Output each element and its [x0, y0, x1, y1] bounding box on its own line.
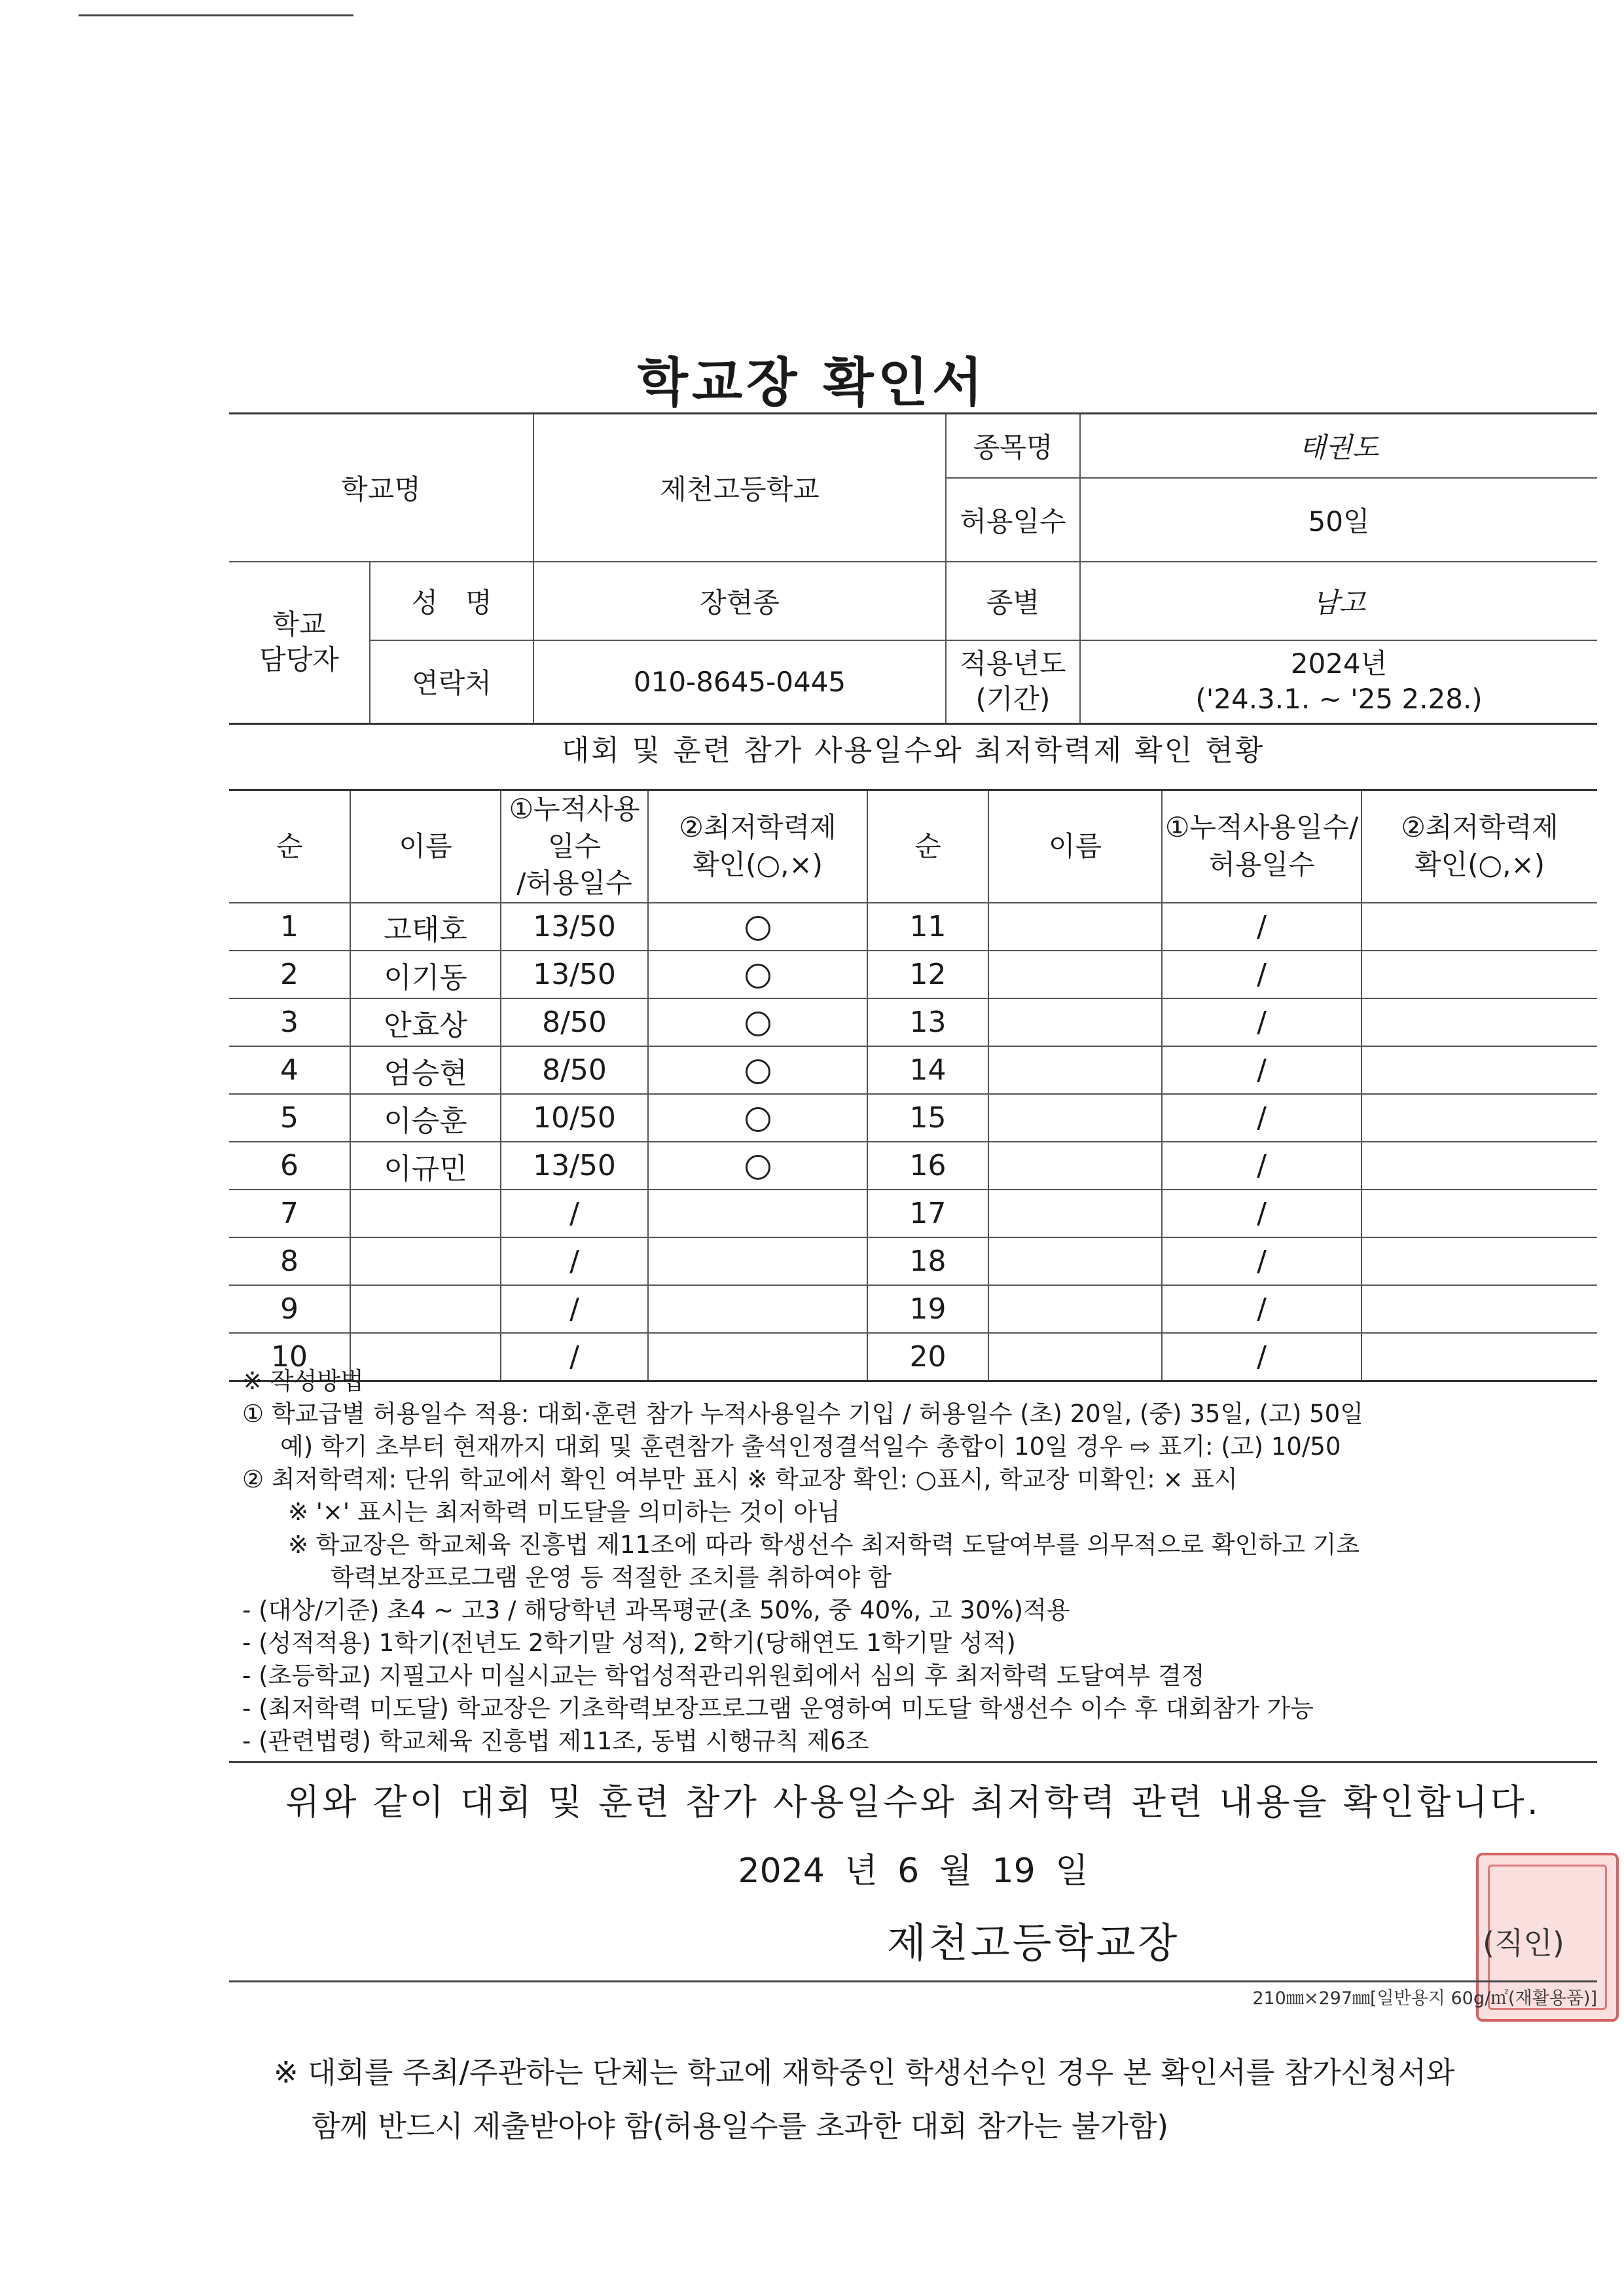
- cumulative-days: /: [1162, 1285, 1362, 1333]
- grade-confirm: [1362, 951, 1597, 998]
- confirmed-circle-icon: [746, 916, 770, 941]
- year-value: 2024년: [1290, 647, 1388, 680]
- table-row: [229, 1094, 1597, 1142]
- student-name: [350, 1237, 501, 1285]
- table-row: [229, 1142, 1597, 1190]
- student-name: [350, 1285, 501, 1333]
- header-days-right-line2: 허용일수: [1208, 848, 1315, 881]
- grade-confirm: [1362, 1094, 1597, 1142]
- student-name: [350, 1190, 501, 1237]
- row-no: 15: [867, 1094, 988, 1142]
- row-no: 20: [867, 1333, 988, 1381]
- student-name: [988, 998, 1162, 1046]
- row-no: 19: [867, 1285, 988, 1333]
- staff-label: [229, 562, 370, 724]
- contact-value: 010-8645-0445: [533, 640, 946, 724]
- divider-bottom: [229, 1980, 1597, 1982]
- student-name: 이규민: [350, 1142, 501, 1190]
- row-no: 1: [229, 903, 350, 951]
- confirmation-statement: 위와 같이 대회 및 훈련 참가 사용일수와 최저학력 관련 내용을 확인합니다.: [285, 1781, 1541, 1823]
- grade-confirm: [648, 1142, 867, 1190]
- student-name: [988, 1237, 1162, 1285]
- cumulative-days: /: [1162, 1094, 1362, 1142]
- header-grade-right: [1362, 790, 1597, 903]
- note-2: ② 최저학력제: 단위 학교에서 확인 여부만 표시 ※ 학교장 확인: ○표시, 학교장 미확인: × 표시: [242, 1465, 1238, 1493]
- grade-confirm: [1362, 1142, 1597, 1190]
- row-no: 11: [867, 903, 988, 951]
- table-row: [229, 1237, 1597, 1285]
- header-days-right-line1: ①누적사용일수/: [1164, 811, 1359, 844]
- sport-label: 종목명: [946, 414, 1080, 478]
- cumulative-days: /: [1162, 1333, 1362, 1381]
- row-no: 16: [867, 1142, 988, 1190]
- cumulative-days: /: [1162, 1046, 1362, 1094]
- student-name: [988, 951, 1162, 998]
- principal-name: 제천고등학교장: [887, 1919, 1180, 1967]
- staff-label-line1: 학교: [272, 608, 326, 640]
- school-label: 학교명: [229, 414, 533, 562]
- student-name: [988, 903, 1162, 951]
- footnote-line-1: ※ 대회를 주최/주관하는 단체는 학교에 재학중인 학생선수인 경우 본 확인서를 참가신청서와: [274, 2055, 1455, 2090]
- note-detail-1: - (대상/기준) 초4 ~ 고3 / 해당학년 과목평균(초 50%, 중 40%, 고 30%)적용: [242, 1596, 1070, 1624]
- row-no: 6: [229, 1142, 350, 1190]
- row-no: 14: [867, 1046, 988, 1094]
- document-title: 학교장 확인서: [637, 352, 987, 413]
- cumulative-days: /: [1162, 998, 1362, 1046]
- roster-header-row: [229, 790, 1597, 903]
- grade-confirm: [1362, 1237, 1597, 1285]
- row-no: 5: [229, 1094, 350, 1142]
- header-grade: [648, 790, 867, 903]
- notes-heading: ※ 작성방법: [242, 1367, 364, 1395]
- allowed-days-value: 50일: [1080, 478, 1597, 562]
- issue-date: 2024 년 6 월 19 일: [738, 1851, 1089, 1891]
- grade-confirm: [648, 1285, 867, 1333]
- student-name: 이기동: [350, 951, 501, 998]
- cumulative-days: /: [1162, 903, 1362, 951]
- table-row: [229, 1046, 1597, 1094]
- cumulative-days: 13/50: [501, 951, 648, 998]
- table-row: [229, 1190, 1597, 1237]
- row-no: 3: [229, 998, 350, 1046]
- grade-confirm: [648, 1190, 867, 1237]
- row-no: 17: [867, 1190, 988, 1237]
- divider: [229, 1761, 1597, 1763]
- grade-confirm: [648, 1046, 867, 1094]
- student-name: [988, 1285, 1162, 1333]
- grade-confirm: [648, 951, 867, 998]
- header-grade-line1: ②최저학력제: [679, 811, 837, 844]
- cumulative-days: /: [1162, 1142, 1362, 1190]
- roster-table: [229, 789, 1597, 1382]
- info-table: [229, 412, 1597, 725]
- school-value: 제천고등학교: [533, 414, 946, 562]
- row-no: 13: [867, 998, 988, 1046]
- confirmed-circle-icon: [746, 1155, 770, 1180]
- student-name: [988, 1142, 1162, 1190]
- grade-confirm: [1362, 1190, 1597, 1237]
- row-no: 7: [229, 1190, 350, 1237]
- note-detail-4: - (최저학력 미도달) 학교장은 기초학력보장프로그램 운영하여 미도달 학생선수 이수 후 대회참가 가능: [242, 1694, 1314, 1722]
- cumulative-days: 13/50: [501, 1142, 648, 1190]
- row-no: 12: [867, 951, 988, 998]
- row-no: 10: [229, 1333, 350, 1381]
- grade-confirm: [648, 903, 867, 951]
- cumulative-days: /: [501, 1333, 648, 1381]
- name-label: 성 명: [370, 562, 533, 640]
- row-no: 2: [229, 951, 350, 998]
- grade-confirm: [648, 1094, 867, 1142]
- staff-label-line2: 담당자: [259, 644, 339, 676]
- header-grade-right-line2: 확인(○,×): [1414, 848, 1545, 881]
- grade-confirm: [648, 998, 867, 1046]
- year-value-cell: [1080, 640, 1597, 724]
- name-value: 장현종: [533, 562, 946, 640]
- year-label-line2: (기간): [975, 683, 1051, 716]
- cumulative-days: 10/50: [501, 1094, 648, 1142]
- cumulative-days: /: [1162, 951, 1362, 998]
- grade-confirm: [1362, 1285, 1597, 1333]
- header-days-line2: /허용일수: [516, 867, 632, 900]
- period-value: ('24.3.1. ~ '25 2.28.): [1195, 683, 1483, 716]
- student-name: [988, 1094, 1162, 1142]
- sport-value: 태권도: [1080, 414, 1597, 478]
- grade-confirm: [648, 1237, 867, 1285]
- table-row: [229, 903, 1597, 951]
- note-3: ※ '×' 표시는 최저학력 미도달을 의미하는 것이 아님: [288, 1498, 840, 1526]
- confirmed-circle-icon: [746, 1107, 770, 1132]
- confirmed-circle-icon: [746, 1011, 770, 1036]
- allowed-days-label: 허용일수: [946, 478, 1080, 562]
- cumulative-days: 8/50: [501, 1046, 648, 1094]
- type-value: 남고: [1080, 562, 1597, 640]
- student-name: 엄승현: [350, 1046, 501, 1094]
- table-row: [229, 951, 1597, 998]
- row-no: 9: [229, 1285, 350, 1333]
- grade-confirm: [1362, 998, 1597, 1046]
- cumulative-days: /: [501, 1190, 648, 1237]
- header-grade-right-line1: ②최저학력제: [1401, 811, 1559, 844]
- header-name: 이름: [350, 790, 501, 903]
- type-label: 종별: [946, 562, 1080, 640]
- header-name-right: 이름: [988, 790, 1162, 903]
- cumulative-days: /: [1162, 1237, 1362, 1285]
- contact-label: 연락처: [370, 640, 533, 724]
- table-row: [229, 998, 1597, 1046]
- cumulative-days: /: [501, 1285, 648, 1333]
- note-detail-5: - (관련법령) 학교체육 진흥법 제11조, 동법 시행규칙 제6조: [242, 1727, 869, 1755]
- note-4a: ※ 학교장은 학교체육 진흥법 제11조에 따라 학생선수 최저학력 도달여부를 의무적으로 확인하고 기초: [288, 1531, 1360, 1559]
- student-name: [988, 1046, 1162, 1094]
- note-detail-2: - (성적적용) 1학기(전년도 2학기말 성적), 2학기(당해연도 1학기말 성적): [242, 1629, 1016, 1657]
- cumulative-days: 8/50: [501, 998, 648, 1046]
- table-row: [229, 1285, 1597, 1333]
- header-grade-line2: 확인(○,×): [692, 848, 823, 881]
- note-4b: 학력보장프로그램 운영 등 적절한 조치를 취하여야 함: [331, 1563, 892, 1592]
- grade-confirm: [1362, 1046, 1597, 1094]
- paper-spec: 210㎜×297㎜[일반용지 60g/㎡(재활용품)]: [1252, 1988, 1597, 2009]
- student-name: 안효상: [350, 998, 501, 1046]
- section-caption: 대회 및 훈련 참가 사용일수와 최저학력제 확인 현황: [561, 734, 1265, 767]
- note-detail-3: - (초등학교) 지필고사 미실시교는 학업성적관리위원회에서 심의 후 최저학력 도달여부 결정: [242, 1662, 1205, 1690]
- grade-confirm: [1362, 903, 1597, 951]
- header-days-line1: ①누적사용일수: [509, 793, 640, 862]
- confirmed-circle-icon: [746, 1059, 770, 1084]
- year-label: [946, 640, 1080, 724]
- header-days: [501, 790, 648, 903]
- student-name: [988, 1190, 1162, 1237]
- cumulative-days: 13/50: [501, 903, 648, 951]
- footnote-line-2: 함께 반드시 제출받아야 함(허용일수를 초과한 대회 참가는 불가함): [312, 2109, 1168, 2143]
- row-no: 4: [229, 1046, 350, 1094]
- student-name: 이승훈: [350, 1094, 501, 1142]
- top-edge-line: [79, 14, 353, 16]
- header-no-right: 순: [867, 790, 988, 903]
- note-1a: ① 학교급별 허용일수 적용: 대회·훈련 참가 누적사용일수 기입 / 허용일수 (초) 20일, (중) 35일, (고) 50일: [242, 1400, 1363, 1428]
- row-no: 18: [867, 1237, 988, 1285]
- header-days-right: [1162, 790, 1362, 903]
- seal-label: (직인): [1483, 1925, 1564, 1961]
- submission-footnote: [274, 2046, 1609, 2153]
- cumulative-days: /: [1162, 1190, 1362, 1237]
- writing-instructions: [242, 1365, 1604, 1758]
- student-name: 고태호: [350, 903, 501, 951]
- cumulative-days: /: [501, 1237, 648, 1285]
- row-no: 8: [229, 1237, 350, 1285]
- year-label-line1: 적용년도: [960, 647, 1066, 680]
- note-1b: 예) 학기 초부터 현재까지 대회 및 훈련참가 출석인정결석일수 총합이 10일 경우 ⇨ 표기: (고) 10/50: [280, 1432, 1341, 1461]
- confirmed-circle-icon: [746, 964, 770, 989]
- header-no: 순: [229, 790, 350, 903]
